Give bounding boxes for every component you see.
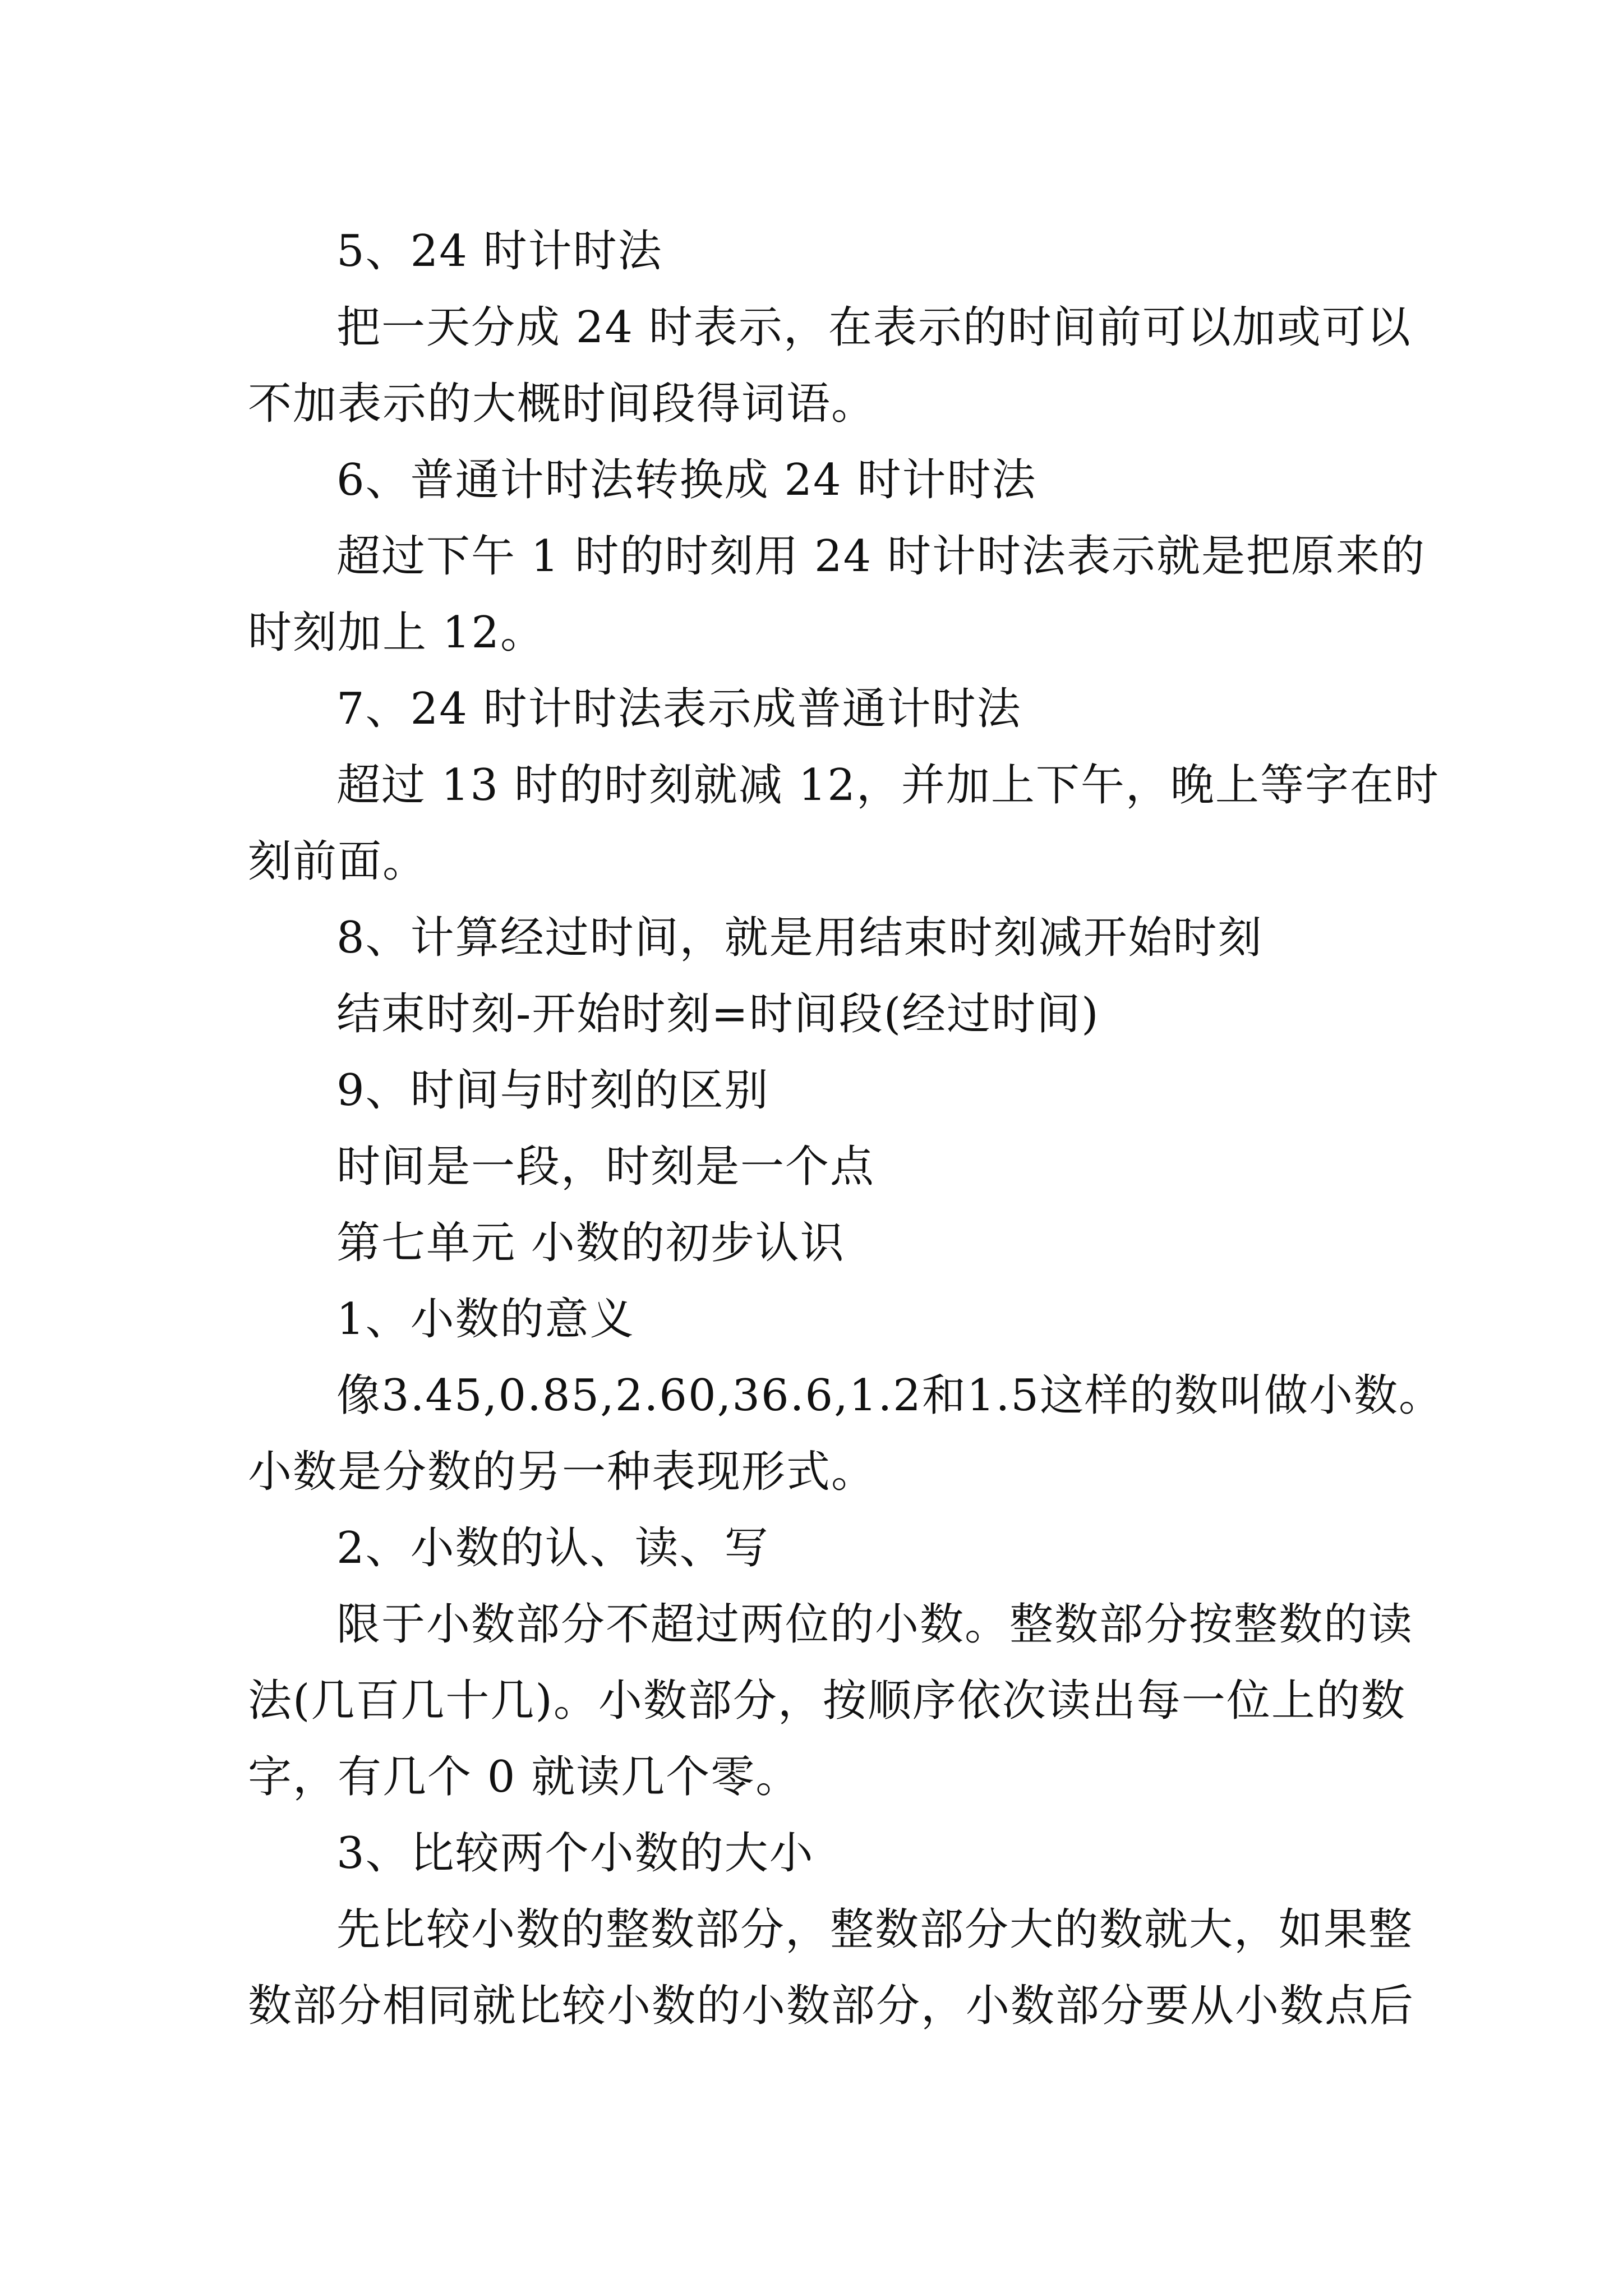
paragraph-line: 时刻加上 12。: [248, 608, 546, 658]
paragraph-line: 不加表示的大概时间段得词语。: [248, 379, 877, 429]
paragraph-line: 超过 13 时的时刻就减 12，并加上下午，晚上等字在时: [336, 760, 1440, 811]
formula-line: 结束时刻-开始时刻=时间段(经过时间): [336, 989, 1100, 1039]
paragraph-line: 刻前面。: [248, 836, 428, 887]
paragraph-line: 像3.45,0.85,2.60,36.6,1.2和1.5这样的数叫做小数。: [336, 1370, 1444, 1421]
section-heading-decimal-read-write: 2、小数的认、读、写: [336, 1523, 769, 1573]
paragraph-line: 小数是分数的另一种表现形式。: [248, 1447, 877, 1497]
paragraph-line: 把一天分成 24 时表示，在表示的时间前可以加或可以: [336, 302, 1412, 353]
section-heading-decimal-meaning: 1、小数的意义: [336, 1294, 635, 1345]
section-heading-elapsed-time: 8、计算经过时间，就是用结束时刻减开始时刻: [336, 913, 1263, 963]
paragraph-line: 时间是一段，时刻是一个点: [336, 1142, 875, 1192]
section-heading-24-hour: 5、24 时计时法: [336, 226, 663, 277]
section-heading-compare-decimals: 3、比较两个小数的大小: [336, 1828, 814, 1879]
paragraph-line: 限于小数部分不超过两位的小数。整数部分按整数的读: [336, 1599, 1414, 1650]
paragraph-line: 数部分相同就比较小数的小数部分，小数部分要从小数点后: [248, 1981, 1415, 2031]
paragraph-line: 字，有几个 0 就读几个零。: [248, 1752, 801, 1802]
paragraph-line: 法(几百几十几)。小数部分，按顺序依次读出每一位上的数: [248, 1676, 1406, 1726]
unit-title: 第七单元 小数的初步认识: [336, 1218, 845, 1268]
section-heading-convert-to-normal: 7、24 时计时法表示成普通计时法: [336, 684, 1022, 734]
section-heading-convert-to-24: 6、普通计时法转换成 24 时计时法: [336, 455, 1037, 505]
section-heading-time-vs-moment: 9、时间与时刻的区别: [336, 1065, 769, 1116]
paragraph-line: 先比较小数的整数部分，整数部分大的数就大，如果整: [336, 1904, 1414, 1955]
paragraph-line: 超过下午 1 时的时刻用 24 时计时法表示就是把原来的: [336, 531, 1426, 582]
document-body: [248, 213, 1444, 2044]
